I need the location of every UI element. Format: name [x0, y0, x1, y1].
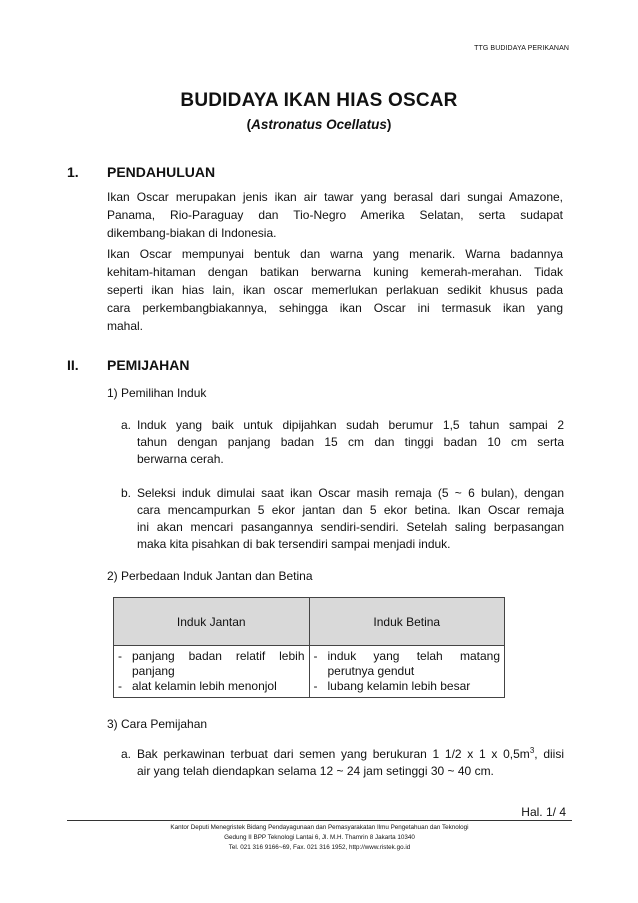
footer — [67, 823, 572, 853]
list-item: - panjang badan relatif lebih panjang — [118, 649, 305, 678]
list-item: - lubang kelamin lebih besar — [313, 679, 471, 693]
paragraph: Ikan Oscar mempunyai bentuk dan warna yang menarik. Warna badannya kehitam-hitaman dengan batikan berwarna kuning kemerah-merahan. Tidak seperti ikan hias lain, ikan oscar memerlukan perlakuan sedikit khusus pada cara perkembangbiakannya, sehingga ikan Oscar ini termasuk ikan yang mahal. — [107, 247, 563, 333]
list-item: - alat kelamin lebih menonjol — [118, 679, 277, 693]
subsection-heading: 3) Cara Pemijahan — [107, 717, 208, 731]
paragraph: Ikan Oscar merupakan jenis ikan air tawar yang berasal dari sungai Amazone, Panama, Rio-Paraguay dan Tio-Negro Amerika Selatan, serta sudapat dikembang-biakan di Indonesia. — [107, 190, 563, 240]
section-title: PENDAHULUAN — [107, 164, 216, 180]
list-item: b. Seleksi induk dimulai saat ikan Oscar masih remaja (5 ~ 6 bulan), dengan cara mencampurkan 5 ekor jantan dan 5 ekor betina. Ikan Oscar remaja ini akan mencari pasangannya sendiri-sendiri. Setelah saling berpasangan maka kita pisahkan di bak tersendiri sampai menjadi induk. — [121, 486, 564, 551]
table-cell — [309, 646, 505, 698]
subsection-heading: 1) Pemilihan Induk — [107, 386, 207, 400]
table-header: Induk Jantan — [114, 598, 310, 646]
document-subtitle: (Astronatus Ocellatus) — [246, 117, 392, 132]
list-item: - induk yang telah matang perutnya gendut — [313, 649, 500, 678]
list-item: a. Induk yang baik untuk dipijahkan sudah berumur 1,5 tahun sampai 2 tahun dengan panjang badan 15 cm dan tinggi badan 10 cm serta berwarna cerah. — [121, 418, 564, 466]
footer-line: Gedung II BPP Teknologi Lantai 6, Jl. M.H. Thamrin 8 Jakarta 10340 — [224, 834, 415, 841]
document-title: BUDIDAYA IKAN HIAS OSCAR — [180, 90, 458, 111]
footer-line: Kantor Deputi Menegristek Bidang Pendayagunaan dan Pemasyarakatan Ilmu Pengetahuan dan Teknologi — [170, 824, 469, 831]
footer-line: Tel. 021 316 9166~69, Fax. 021 316 1952, http://www.ristek.go.id — [228, 844, 411, 851]
footer-divider — [67, 820, 572, 821]
page-number: Hal. 1/ 4 — [521, 805, 566, 819]
list-item: a. Bak perkawinan terbuat dari semen yang berukuran 1 1/2 x 1 x $0,5m^3$, diisi air yang telah diendapkan selama 12 ~ 24 jam setinggi 30 ~ 40 cm. — [121, 746, 564, 778]
running-head: TTG BUDIDAYA PERIKANAN — [474, 45, 569, 52]
comparison-table — [113, 597, 505, 698]
subsection-heading: 2) Perbedaan Induk Jantan dan Betina — [107, 569, 313, 583]
section-number: II. — [67, 357, 79, 373]
table-header: Induk Betina — [309, 598, 505, 646]
table-cell — [114, 646, 310, 698]
section-title: PEMIJAHAN — [107, 357, 190, 373]
latin-name: Astronatus Ocellatus — [251, 117, 387, 132]
section-number: 1. — [67, 164, 79, 180]
